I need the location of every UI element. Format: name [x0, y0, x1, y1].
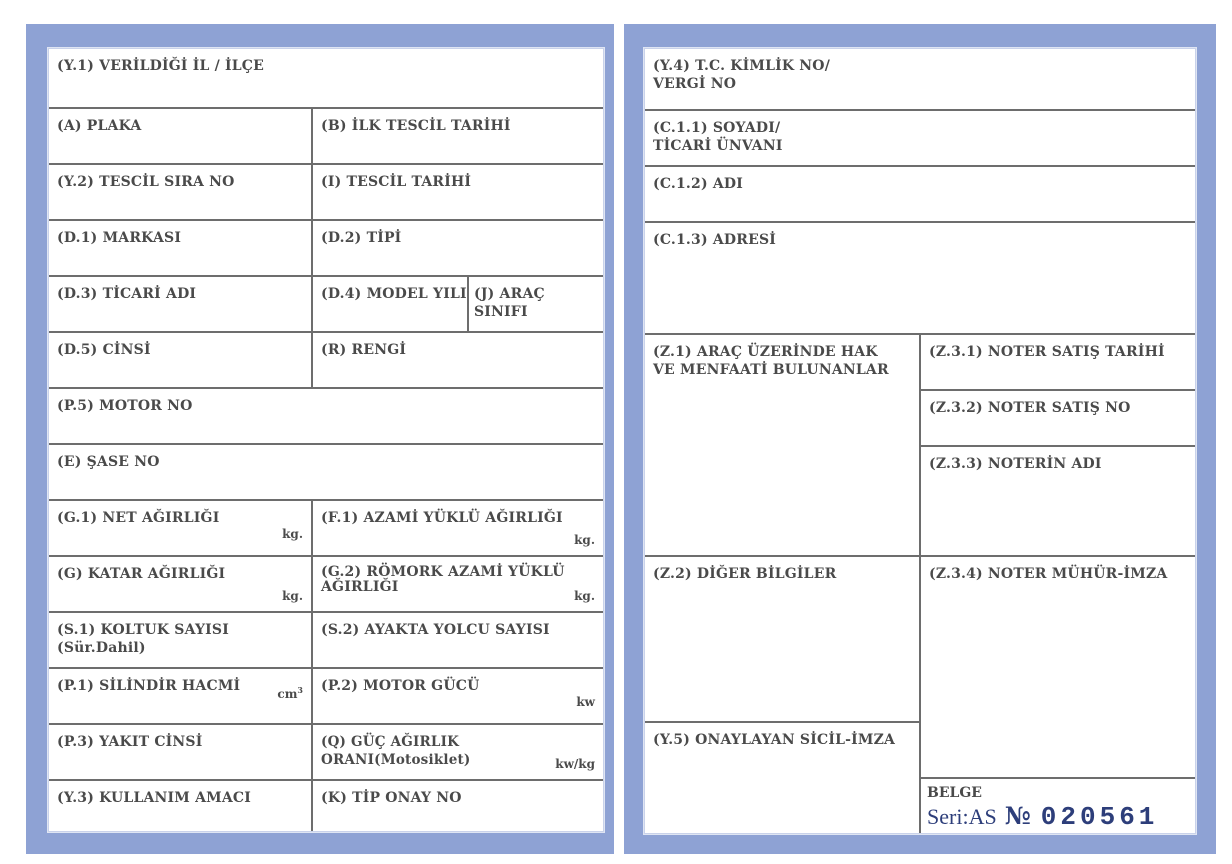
field-azami-yuklu-agirligi: [313, 499, 603, 555]
label-adresi: (C.1.3) ADRESİ: [653, 232, 777, 248]
label-koltuk-sayisi: (S.1) KOLTUK SAYISI (Sür.Dahil): [57, 622, 229, 656]
label-motor-gucu: (P.2) MOTOR GÜCÜ: [321, 678, 480, 694]
unit-net-agirligi: kg.: [282, 527, 303, 541]
unit-guc-agirlik-orani: kw/kg: [555, 757, 595, 771]
field-hak-ve-menfaat: [645, 333, 921, 555]
label-noter-muhur-imza: (Z.3.4) NOTER MÜHÜR-İMZA: [929, 566, 1168, 582]
field-verildigi-il-ilce: [49, 49, 603, 107]
field-yakit-cinsi: [49, 723, 313, 779]
field-markasi: [49, 219, 313, 275]
field-tipi: [313, 219, 603, 275]
field-onaylayan-sicil-imza: [645, 721, 921, 833]
label-yakit-cinsi: (P.3) YAKIT CİNSİ: [57, 734, 203, 750]
unit-romork-azami: kg.: [574, 589, 595, 603]
field-tc-kimlik-vergi-no: [645, 49, 1195, 109]
label-tip-onay-no: (K) TİP ONAY NO: [321, 790, 462, 806]
field-arac-sinifi: [469, 275, 603, 331]
label-tc-kimlik-vergi-no: (Y.4) T.C. KİMLİK NO/ VERGİ NO: [653, 58, 831, 92]
label-soyadi-ticari-unvani: (C.1.1) SOYADI/ TİCARİ ÜNVANI: [653, 120, 783, 154]
field-koltuk-sayisi: [49, 611, 313, 667]
label-kullanim-amaci: (Y.3) KULLANIM AMACI: [57, 790, 251, 806]
label-rengi: (R) RENGİ: [321, 342, 407, 358]
unit-azami-yuklu-agirligi: kg.: [574, 533, 595, 547]
label-tescil-tarihi: (I) TESCİL TARİHİ: [321, 174, 472, 190]
seri-prefix: Seri:: [927, 804, 969, 829]
left-page: [26, 24, 614, 854]
field-soyadi-ticari-unvani: [645, 109, 1195, 165]
label-net-agirligi: (G.1) NET AĞIRLIĞI: [57, 510, 220, 526]
field-noter-muhur-imza: [921, 555, 1195, 777]
field-net-agirligi: [49, 499, 313, 555]
field-tip-onay-no: [313, 779, 603, 831]
field-cinsi: [49, 331, 313, 387]
label-adi: (C.1.2) ADI: [653, 176, 744, 192]
label-silindir-hacmi: (P.1) SİLİNDİR HACMİ: [57, 678, 241, 694]
label-ilk-tescil-tarihi: (B) İLK TESCİL TARİHİ: [321, 118, 511, 134]
field-sase-no: [49, 443, 603, 499]
right-page: [624, 24, 1216, 854]
label-cinsi: (D.5) CİNSİ: [57, 342, 151, 358]
label-markasi: (D.1) MARKASI: [57, 230, 182, 246]
label-model-yili: (D.4) MODEL YILI: [321, 286, 467, 302]
field-plaka: [49, 107, 313, 163]
label-sase-no: (E) ŞASE NO: [57, 454, 160, 470]
field-katar-agirligi: [49, 555, 313, 611]
field-noterin-adi: [921, 445, 1195, 555]
label-tescil-sira-no: (Y.2) TESCİL SIRA NO: [57, 174, 235, 190]
field-model-yili: [313, 275, 469, 331]
field-tescil-sira-no: [49, 163, 313, 219]
label-motor-no: (P.5) MOTOR NO: [57, 398, 193, 414]
right-form-panel: [644, 48, 1196, 834]
field-motor-no: [49, 387, 603, 443]
field-tescil-tarihi: [313, 163, 603, 219]
left-form-panel: [48, 48, 604, 832]
field-noter-satis-tarihi: [921, 333, 1195, 389]
label-katar-agirligi: (G) KATAR AĞIRLIĞI: [57, 566, 226, 582]
serial-number: [927, 801, 1158, 832]
belge-serial-box: [921, 777, 1195, 833]
label-plaka: (A) PLAKA: [57, 118, 142, 134]
field-noter-satis-no: [921, 389, 1195, 445]
field-romork-azami-yuklu-agirligi: [313, 555, 603, 611]
seri-code: AS: [968, 804, 997, 829]
field-kullanim-amaci: [49, 779, 313, 831]
label-noterin-adi: (Z.3.3) NOTERİN ADI: [929, 456, 1102, 472]
field-ticari-adi: [49, 275, 313, 331]
field-motor-gucu: [313, 667, 603, 723]
field-rengi: [313, 331, 603, 387]
label-arac-sinifi: (J) ARAÇ SINIFI: [474, 286, 545, 320]
label-noter-satis-tarihi: (Z.3.1) NOTER SATIŞ TARİHİ: [929, 344, 1165, 360]
label-diger-bilgiler: (Z.2) DİĞER BİLGİLER: [653, 566, 837, 582]
label-azami-yuklu-agirligi: (F.1) AZAMİ YÜKLÜ AĞIRLIĞI: [321, 510, 563, 526]
label-onaylayan-sicil-imza: (Y.5) ONAYLAYAN SİCİL-İMZA: [653, 732, 896, 748]
unit-katar-agirligi: kg.: [282, 589, 303, 603]
unit-silindir-hacmi: $cm^3$: [277, 685, 303, 701]
field-guc-agirlik-orani: [313, 723, 603, 779]
field-ayakta-yolcu-sayisi: [313, 611, 603, 667]
label-guc-agirlik-orani: (Q) GÜÇ AĞIRLIK ORANI(Motosiklet): [321, 734, 471, 768]
field-adi: [645, 165, 1195, 221]
label-noter-satis-no: (Z.3.2) NOTER SATIŞ NO: [929, 400, 1131, 416]
belge-number: 020561: [1040, 802, 1159, 832]
label-ticari-adi: (D.3) TİCARİ ADI: [57, 286, 197, 302]
label-verildigi-il-ilce: (Y.1) VERİLDİĞİ İL / İLÇE: [57, 58, 265, 74]
label-hak-ve-menfaat: (Z.1) ARAÇ ÜZERİNDE HAK VE MENFAATİ BULUNANLAR: [653, 344, 889, 378]
unit-motor-gucu: kw: [576, 695, 595, 709]
field-diger-bilgiler: [645, 555, 921, 721]
field-ilk-tescil-tarihi: [313, 107, 603, 163]
label-romork-azami-yuklu-agirligi: (G.2) RÖMORK AZAMİ YÜKLÜ AĞIRLIĞI: [321, 564, 565, 595]
numero-symbol: №: [1004, 801, 1031, 830]
label-tipi: (D.2) TİPİ: [321, 230, 402, 246]
label-ayakta-yolcu-sayisi: (S.2) AYAKTA YOLCU SAYISI: [321, 622, 550, 638]
field-adresi: [645, 221, 1195, 333]
belge-label: BELGE: [927, 785, 982, 801]
field-silindir-hacmi: [49, 667, 313, 723]
